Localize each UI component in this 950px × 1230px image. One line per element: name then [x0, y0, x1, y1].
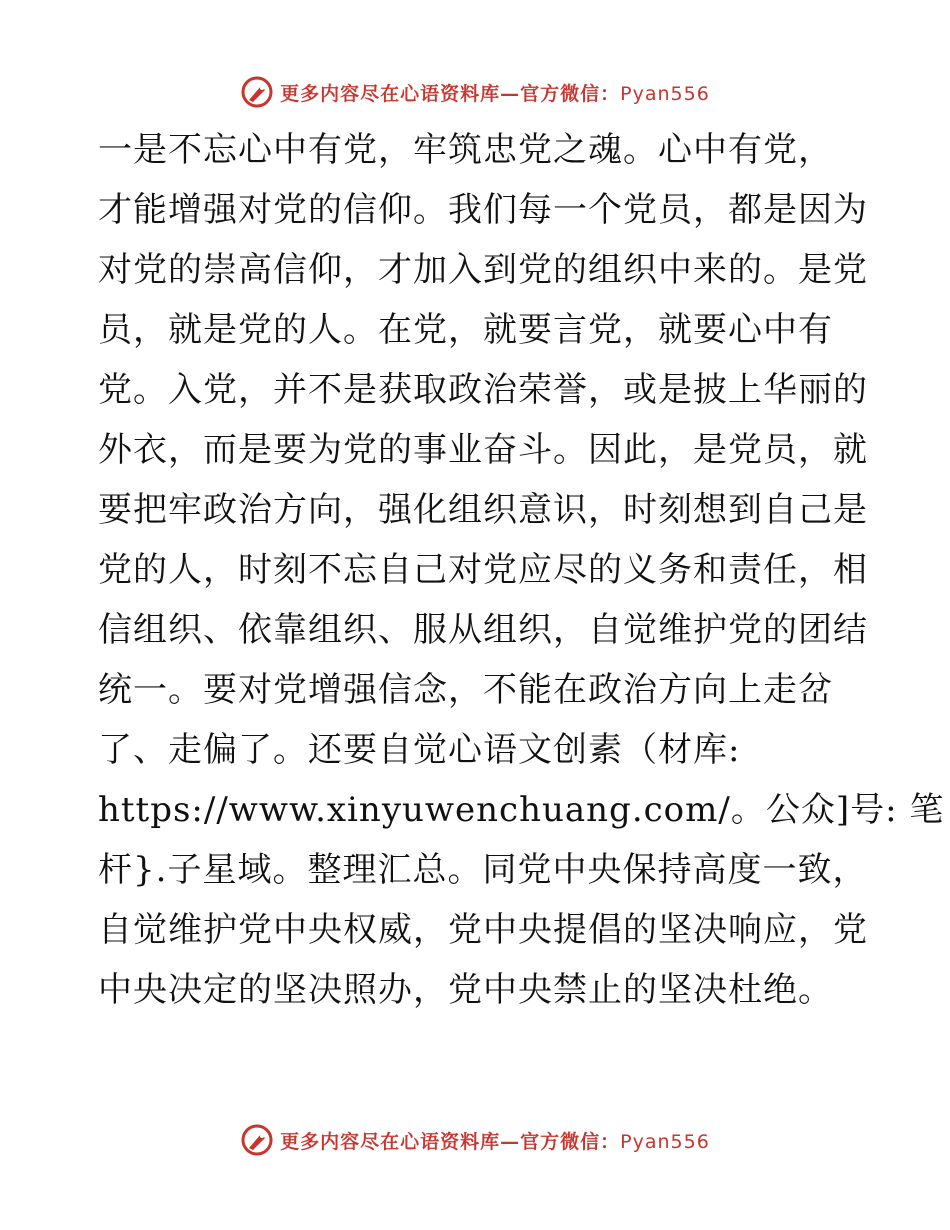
body-line: 统一。要对党增强信念，不能在政治方向上走岔 [98, 670, 833, 710]
wechat-id: Pyan556 [620, 82, 710, 105]
body-line: 才能增强对党的信仰。我们每一个党员，都是因为 [98, 190, 868, 230]
body-line: https://www.xinyuwenchuang.com/。公众]号: 笔 [98, 790, 945, 830]
body-line: 外衣，而是要为党的事业奋斗。因此，是党员，就 [98, 430, 868, 470]
body-line: 一是不忘心中有党，牢筑忠党之魂。心中有党， [98, 130, 833, 170]
body-line: 对党的崇高信仰，才加入到党的组织中来的。是党 [98, 250, 868, 290]
footer-watermark [0, 1118, 950, 1162]
body-line: 党的人，时刻不忘自己对党应尽的义务和责任，相 [98, 550, 868, 590]
document-body [98, 120, 945, 1020]
watermark-text: 更多内容尽在心语资料库—官方微信：Pyan556 [280, 1130, 710, 1153]
pen-nib-circle-icon [240, 1123, 274, 1157]
body-line: 了、走偏了。还要自觉心语文创素（材库: [98, 730, 741, 770]
pen-nib-circle-icon [240, 75, 274, 109]
body-line: 自觉维护党中央权威，党中央提倡的坚决响应，党 [98, 910, 868, 950]
header-watermark [0, 70, 950, 114]
wechat-id: Pyan556 [620, 1130, 710, 1153]
body-line: 中央决定的坚决照办，党中央禁止的坚决杜绝。 [98, 970, 833, 1010]
body-line: 杆}.子星域。整理汇总。同党中央保持高度一致， [98, 850, 868, 890]
body-line: 员，就是党的人。在党，就要言党，就要心中有 [98, 310, 833, 350]
watermark-text: 更多内容尽在心语资料库—官方微信：Pyan556 [280, 82, 710, 105]
body-line: 要把牢政治方向，强化组织意识，时刻想到自己是 [98, 490, 868, 530]
body-line: 党。入党，并不是获取政治荣誉，或是披上华丽的 [98, 370, 868, 410]
body-line: 信组织、依靠组织、服从组织，自觉维护党的团结 [98, 610, 868, 650]
